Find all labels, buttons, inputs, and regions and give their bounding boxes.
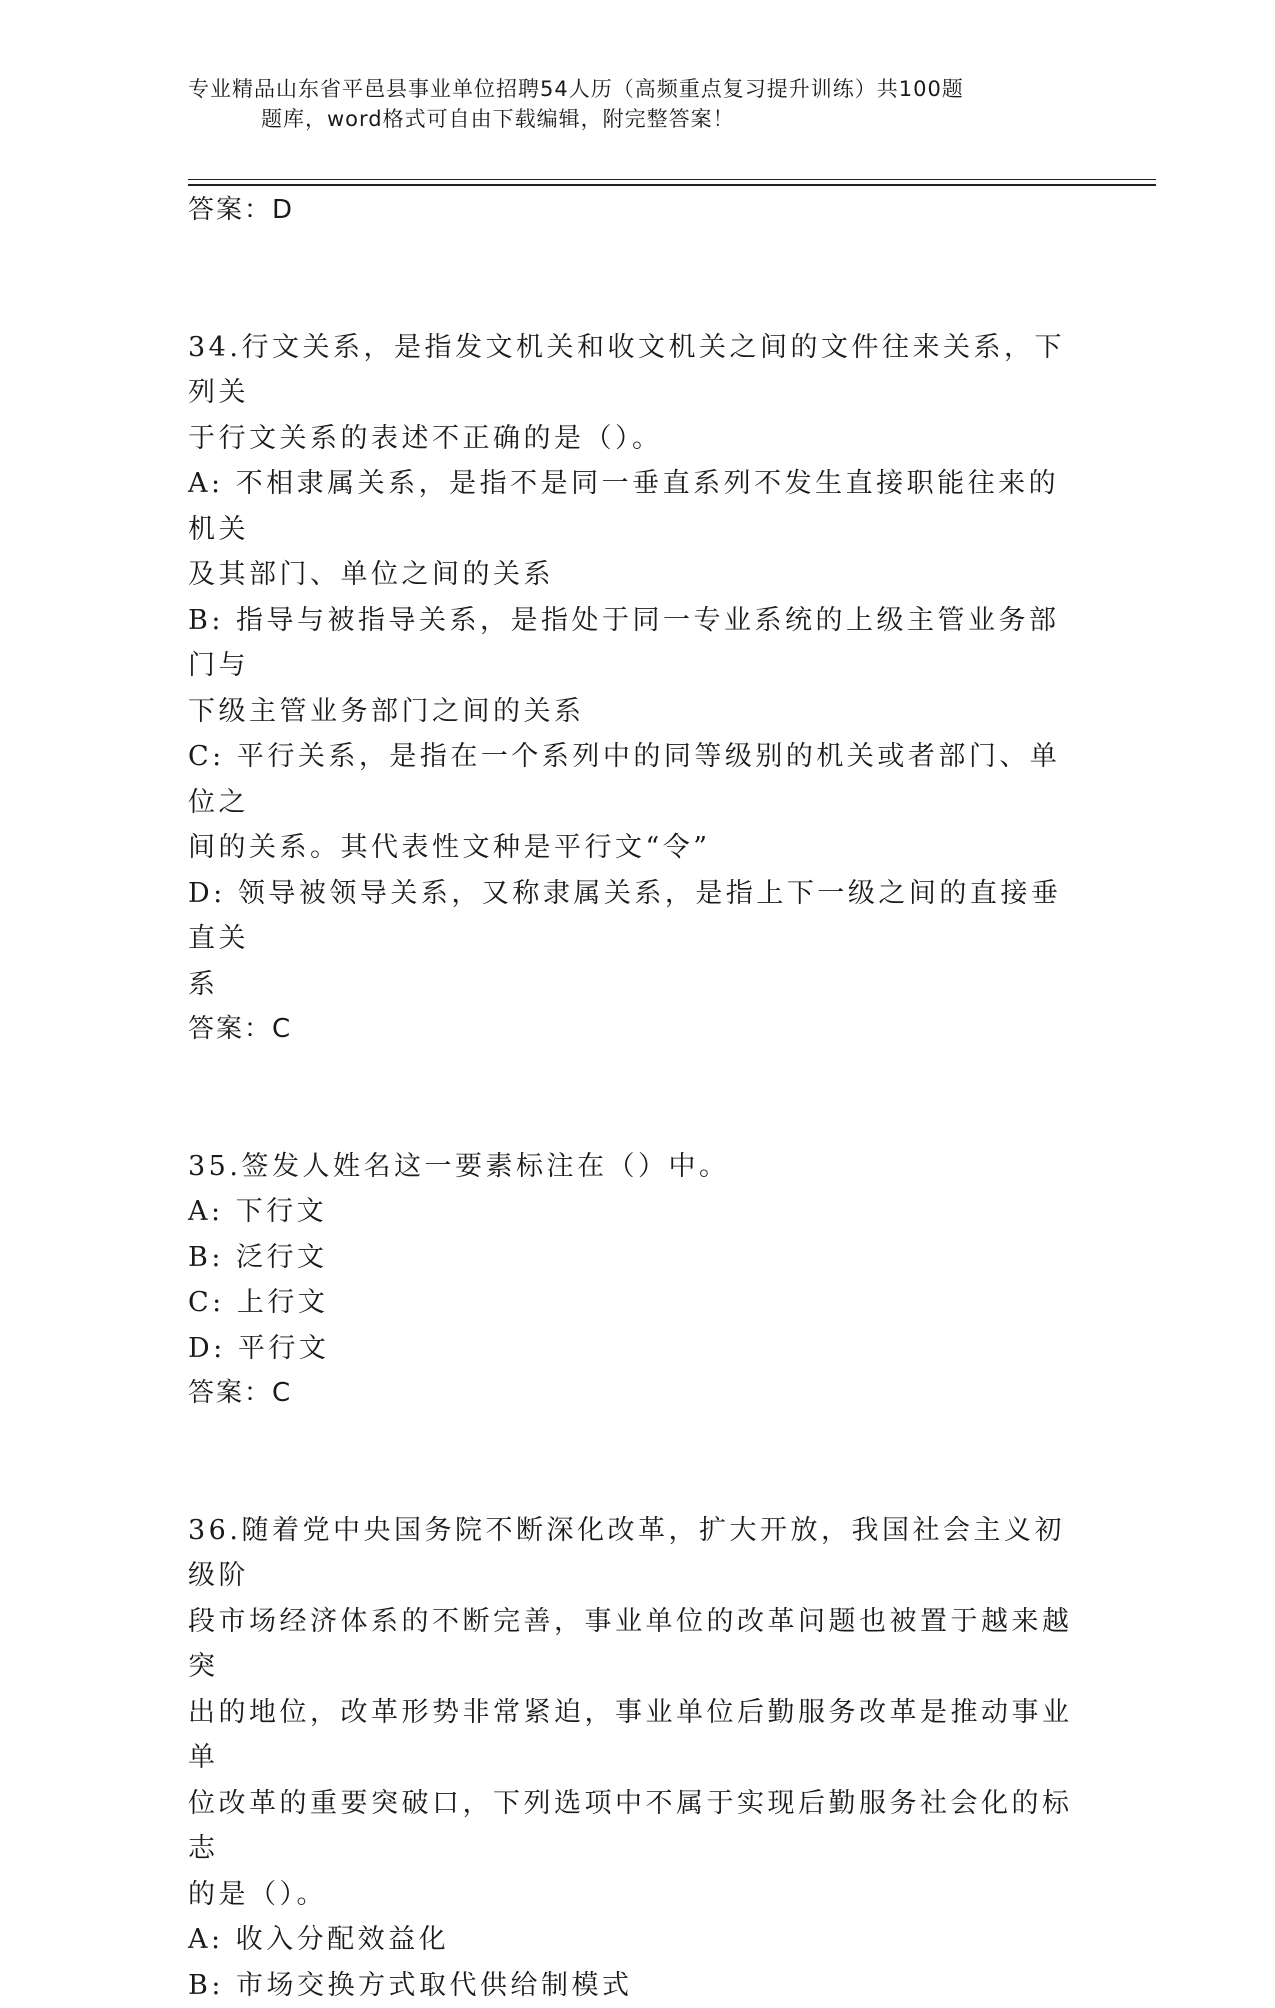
- question-stem-line: 的是（）。: [188, 1872, 1088, 1918]
- header-divider-thin: [188, 179, 1156, 180]
- question-stem-line: 35.签发人姓名这一要素标注在（）中。: [188, 1144, 1088, 1190]
- option-a-line: A: 不相隶属关系，是指不是同一垂直系列不发生直接职能往来的机关: [188, 461, 1088, 552]
- option-d-line: D: 平行文: [188, 1326, 1088, 1372]
- option-b-line: B: 指导与被指导关系，是指处于同一专业系统的上级主管业务部门与: [188, 598, 1088, 689]
- option-c-line: C: 平行关系，是指在一个系列中的同等级别的机关或者部门、单位之: [188, 734, 1088, 825]
- answer-line: 答案：D: [188, 188, 1088, 234]
- question-gap: [188, 1053, 1088, 1144]
- option-c-line: C: 上行文: [188, 1280, 1088, 1326]
- option-a-line: 及其部门、单位之间的关系: [188, 552, 1088, 598]
- question-stem-line: 于行文关系的表述不正确的是（）。: [188, 416, 1088, 462]
- option-a-line: A: 下行文: [188, 1189, 1088, 1235]
- question-stem-line: 出的地位，改革形势非常紧迫，事业单位后勤服务改革是推动事业单: [188, 1690, 1088, 1781]
- question-block: [188, 1144, 1088, 1417]
- question-gap: [188, 1417, 1088, 1508]
- option-c-line: 间的关系。其代表性文种是平行文“令”: [188, 825, 1088, 871]
- header-divider-thick: [188, 184, 1156, 186]
- option-b-line: B: 泛行文: [188, 1235, 1088, 1281]
- question-stem-line: 位改革的重要突破口，下列选项中不属于实现后勤服务社会化的标志: [188, 1781, 1088, 1872]
- header-title-line-1: 专业精品山东省平邑县事业单位招聘54人历（高频重点复习提升训练）共100题: [188, 74, 1088, 104]
- option-d-line: 系: [188, 962, 1088, 1008]
- option-b-line: B: 市场交换方式取代供给制模式: [188, 1963, 1088, 2008]
- question-stem-line: 34.行文关系，是指发文机关和收文机关之间的文件往来关系，下列关: [188, 325, 1088, 416]
- question-stem-line: 段市场经济体系的不断完善，事业单位的改革问题也被置于越来越突: [188, 1599, 1088, 1690]
- option-d-line: D: 领导被领导关系，又称隶属关系，是指上下一级之间的直接垂直关: [188, 871, 1088, 962]
- question-block: [188, 325, 1088, 1053]
- header-title-line-2: 题库，word格式可自由下载编辑，附完整答案！: [188, 104, 1088, 134]
- question-stem-line: 36.随着党中央国务院不断深化改革，扩大开放，我国社会主义初级阶: [188, 1508, 1088, 1599]
- page-content: [188, 188, 1088, 2008]
- option-b-line: 下级主管业务部门之间的关系: [188, 689, 1088, 735]
- answer-line: 答案：C: [188, 1371, 1088, 1417]
- option-a-line: A: 收入分配效益化: [188, 1917, 1088, 1963]
- question-gap: [188, 234, 1088, 325]
- question-block: [188, 1508, 1088, 2008]
- answer-line: 答案：C: [188, 1007, 1088, 1053]
- document-header: [188, 74, 1088, 134]
